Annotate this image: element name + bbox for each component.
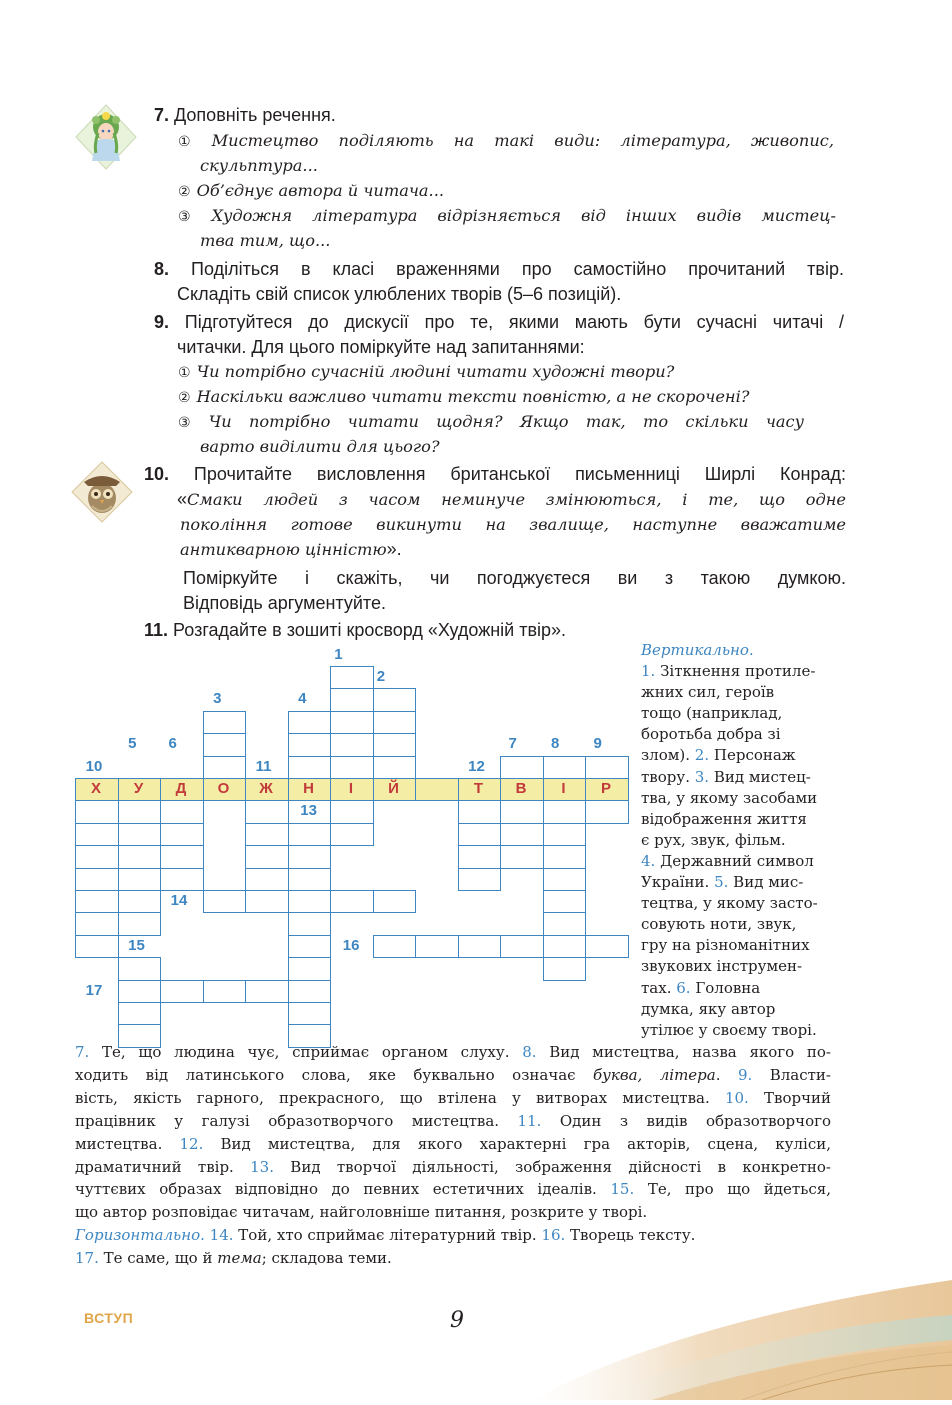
item-text: Чи потрібно читати щодня? Якщо так, то скільки часу [208, 412, 804, 431]
clue-text: драматичний твір. [75, 1157, 251, 1176]
clue-number: 16. [541, 1226, 566, 1245]
crossword-letter: І [561, 780, 566, 797]
clue-line [641, 914, 796, 935]
crossword-cell [75, 890, 119, 913]
crossword-cell [203, 756, 247, 779]
crossword-cell [458, 845, 502, 868]
crossword-cell [203, 980, 247, 1003]
crossword-cell [458, 868, 502, 891]
item-text: варто виділити для цього? [200, 437, 440, 456]
clue-text: тецтва, у якому засто- [641, 894, 818, 913]
crossword-cell [500, 935, 544, 958]
crossword-number: 13 [300, 802, 317, 820]
crossword-cell [245, 890, 289, 913]
task-text: читачки. Для цього поміркуйте над запитаннями: [177, 337, 585, 357]
crossword-letter: В [515, 780, 527, 797]
task-text: Поділіться в класі враженнями про самостійно прочитаний твір. [191, 259, 844, 279]
crossword-cell [373, 756, 417, 779]
clue-text: ; складова теми. [261, 1249, 392, 1268]
clue-number: 12. [179, 1134, 204, 1153]
crossword-cell [330, 733, 374, 756]
clue-line [641, 788, 817, 809]
crossword-cell [330, 688, 374, 711]
clue-text: твору. [641, 767, 695, 786]
crossword-cell [500, 845, 544, 868]
crossword-number: 10 [85, 757, 103, 775]
crossword-cell [245, 845, 289, 868]
clues-horizontal-heading: Горизонтально. [75, 1226, 205, 1245]
clue-text: гру на різноманітних [641, 936, 810, 955]
crossword-cell [75, 868, 119, 891]
task-text: Прочитайте висловлення британської письменниці Ширлі Конрад: [193, 464, 846, 484]
quote-text: антикварною цінністю [180, 540, 387, 559]
crossword-letter: Й [388, 780, 399, 797]
task-text: Підготуйтеся до дискусії про те, якими мають бути сучасні читачі / [184, 312, 844, 332]
clue-line [641, 978, 760, 999]
clue-number: 6. [676, 978, 691, 997]
crossword-cell [288, 711, 332, 734]
crossword-cell [288, 980, 332, 1003]
clue-text: Власти- [752, 1065, 831, 1084]
crossword-cell [288, 845, 332, 868]
crossword-letter: Т [473, 780, 484, 797]
crossword-cell [373, 935, 417, 958]
task-text: Розгадайте в зошиті кросворд «Художній твір». [173, 620, 567, 640]
clue-text: України. [641, 873, 715, 891]
crossword-cell [585, 756, 629, 779]
clue-text: вість, якість гарного, прекрасного, що втілена у витворах мистецтва. [75, 1088, 725, 1107]
crossword-cell [288, 1002, 332, 1025]
clue-text: Персонаж [709, 746, 796, 765]
clue-number: 2. [694, 746, 710, 765]
crossword-cell [288, 912, 332, 935]
crossword-cell [373, 733, 417, 756]
clue-number: 10. [724, 1088, 749, 1107]
crossword-cell [288, 935, 332, 958]
crossword-cell [118, 912, 162, 935]
item-text: Чи потрібно сучасній людині читати художні твори? [196, 362, 675, 381]
clue-line [75, 1065, 831, 1086]
crossword-cell [543, 890, 587, 913]
crossword-cell [75, 912, 119, 935]
clue-text: мистецтва. [75, 1134, 180, 1153]
crossword-cell [543, 756, 587, 779]
clue-text: відображення життя [641, 809, 807, 828]
crossword-number: 14 [170, 892, 188, 909]
clue-text: тах. [641, 978, 677, 997]
circled-number: ① [178, 134, 206, 150]
crossword-cell [330, 756, 374, 779]
clue-line [75, 1179, 831, 1200]
crossword-cell [543, 845, 587, 868]
crossword-cell [288, 868, 332, 891]
clue-text: Вид мистецтва, назва якого по- [536, 1043, 831, 1061]
clue-text: тощо (наприклад, [641, 704, 783, 723]
clue-line [641, 682, 774, 703]
clue-line [641, 956, 802, 977]
crossword-cell [288, 756, 332, 779]
crossword-cell [203, 733, 247, 756]
clue-text: що автор розповідає читачам, найголовніше питання, розкрите у творі. [75, 1203, 648, 1222]
crossword-cell [75, 823, 119, 846]
mascot-owl-icon [70, 460, 134, 524]
crossword-number: 16 [342, 936, 360, 954]
crossword-cell [75, 800, 119, 823]
section-label: ВСТУП [84, 1310, 134, 1326]
quote-text: Смаки людей з часом неминуче змінюються, і те, що одне [187, 490, 846, 509]
crossword-letter: Ж [259, 780, 273, 797]
clue-line [75, 1248, 392, 1269]
clue-line [75, 1088, 831, 1109]
crossword-letter: Д [175, 780, 187, 797]
task-number: 7. [154, 105, 170, 125]
clue-text: Зіткнення протиле- [655, 662, 816, 680]
circled-number: ③ [178, 209, 206, 225]
crossword-cell [245, 800, 289, 823]
item-text: тва тим, що... [200, 231, 331, 250]
clue-line [75, 1157, 831, 1178]
crossword-letter: Х [90, 780, 101, 797]
clue-text: злом). [641, 746, 695, 765]
crossword-cell [585, 800, 629, 823]
circled-number: ③ [178, 415, 203, 431]
clue-line [75, 1042, 831, 1063]
clue-line [641, 767, 811, 788]
crossword-letter: Н [303, 780, 314, 797]
crossword-cell [373, 890, 417, 913]
item-text: Об’єднує автора й читача... [196, 181, 444, 200]
clue-line [641, 872, 803, 893]
crossword-cell [118, 845, 162, 868]
crossword-cell [543, 912, 587, 935]
mascot-girl-icon [74, 103, 138, 171]
crossword-number: 12 [468, 757, 485, 775]
circled-number: ② [178, 390, 191, 406]
crossword-cell [118, 823, 162, 846]
clue-line [641, 893, 818, 914]
decorative-pages-icon [532, 1260, 952, 1400]
crossword-cell [160, 980, 204, 1003]
clue-text: жних сил, героїв [641, 683, 775, 702]
clue-number: 4. [641, 851, 656, 870]
crossword-cell [118, 868, 162, 891]
clue-number: 14. [209, 1226, 234, 1245]
crossword-cell [160, 845, 204, 868]
clue-line [641, 724, 781, 745]
task-number: 8. [154, 259, 170, 279]
crossword-cell [118, 800, 162, 823]
crossword-number: 15 [128, 936, 145, 954]
clue-line [75, 1111, 831, 1132]
task-text: Складіть свій список улюблених творів (5–6 позицій). [177, 284, 622, 304]
clue-line [641, 703, 782, 724]
crossword-cell [288, 957, 332, 980]
clue-text: працівник у галузі образотворчого мистецтва. [75, 1111, 518, 1130]
clues-vertical-heading: Вертикально. [641, 641, 754, 659]
clue-line [641, 745, 796, 766]
crossword-cell [245, 823, 289, 846]
crossword-cell [75, 845, 119, 868]
crossword-cell [543, 800, 587, 823]
crossword-cell [330, 666, 374, 689]
crossword-number: 1 [334, 645, 343, 663]
clue-text: Творець тексту. [565, 1226, 696, 1245]
clue-number: 13. [250, 1157, 274, 1176]
crossword-cell [160, 823, 204, 846]
crossword-number: 8 [551, 735, 560, 753]
circled-number: ② [178, 184, 191, 200]
circled-number: ① [178, 365, 191, 381]
crossword-cell [160, 868, 204, 891]
crossword-cell [245, 980, 289, 1003]
crossword-cell [500, 800, 544, 823]
clue-line [641, 809, 807, 830]
task-number: 9. [154, 312, 170, 332]
clue-number: 3. [694, 767, 710, 786]
crossword-cell [330, 711, 374, 734]
item-text: Наскільки важливо читати тексти повністю, а не скорочені? [196, 387, 750, 406]
crossword-letter: У [133, 780, 144, 797]
crossword-cell [500, 823, 544, 846]
clue-text: є рух, звук, фільм. [641, 830, 786, 849]
crossword-cell [118, 890, 162, 913]
crossword-cell [585, 935, 629, 958]
clue-number: 9. [737, 1065, 753, 1084]
crossword-cell [203, 890, 247, 913]
clue-line [641, 851, 814, 872]
clue-line [641, 661, 815, 682]
crossword-number: 2 [376, 668, 386, 685]
clue-text: ходить від латинського слова, яке буквально означає [75, 1065, 594, 1084]
clue-text: . [715, 1065, 738, 1084]
crossword-cell [543, 823, 587, 846]
crossword-number: 6 [168, 735, 177, 753]
clue-text: утілює у своєму творі. [641, 1020, 817, 1039]
clue-text: боротьба добра зі [641, 725, 781, 744]
quote-mark: ». [386, 539, 402, 559]
crossword-cell [543, 957, 587, 980]
clue-text: Те, про що йдеться, [634, 1180, 831, 1199]
clue-line [641, 999, 775, 1020]
item-text: скульптура... [200, 156, 318, 175]
clue-text: Те саме, що й [98, 1249, 218, 1268]
clue-number: 11. [517, 1111, 542, 1130]
crossword-cell [288, 733, 332, 756]
crossword-letter: О [217, 780, 230, 797]
crossword-number: 3 [213, 690, 222, 708]
clue-line [641, 830, 786, 851]
crossword-cell [245, 868, 289, 891]
item-text: Художня література відрізняється від інших видів мистец- [211, 206, 836, 225]
clue-text: Той, хто сприймає літературний твір. [233, 1226, 542, 1245]
crossword-cell [160, 800, 204, 823]
clue-line [75, 1202, 647, 1223]
crossword-cell [458, 800, 502, 823]
quote-mark: « [177, 489, 188, 509]
crossword-cell [118, 980, 162, 1003]
task-11 [144, 618, 566, 643]
crossword-cell [415, 935, 459, 958]
clue-line [641, 935, 810, 956]
crossword-cell [373, 711, 417, 734]
clue-text: звукових інструмен- [641, 957, 803, 976]
crossword-number: 7 [508, 735, 517, 753]
clue-number: 15. [610, 1180, 635, 1199]
clue-text: Один з видів образотворчого [541, 1111, 831, 1130]
task-number: 11. [144, 620, 169, 640]
clue-text: совують ноти, звук, [641, 915, 797, 934]
crossword-cell [288, 890, 332, 913]
crossword-cell [543, 935, 587, 958]
crossword-cell [288, 823, 332, 846]
clue-emphasis: тема [217, 1249, 262, 1268]
task-text: Поміркуйте і скажіть, чи погоджуєтеся ви з такою думкою. [183, 568, 846, 588]
crossword-cell [543, 868, 587, 891]
crossword-cell [330, 823, 374, 846]
crossword-letter: Р [600, 780, 611, 797]
item-text: Мистецтво поділяють на такі види: література, живопис, [211, 131, 834, 150]
crossword-cell [373, 688, 417, 711]
crossword-cell [118, 1002, 162, 1025]
clue-emphasis: буква, літера [593, 1065, 716, 1084]
crossword-number: 5 [128, 735, 137, 753]
task-text: Відповідь аргументуйте. [183, 593, 386, 613]
clue-text: чуттєвих образах відповідно до певних естетичних ідеалів. [75, 1180, 611, 1199]
crossword-letter: І [348, 780, 354, 797]
clue-text: Вид мис- [728, 873, 804, 891]
clue-line [641, 1020, 817, 1041]
clue-text: Головна [690, 978, 761, 997]
crossword-number: 4 [298, 690, 307, 708]
clue-line [75, 1225, 695, 1246]
clue-text: Творчий [748, 1088, 832, 1107]
task-text: Доповніть речення. [174, 105, 336, 125]
task-number: 10. [144, 464, 170, 484]
clue-number: 17. [75, 1249, 99, 1268]
crossword-cell [118, 957, 162, 980]
clue-text: Вид творчої діяльності, зображення дійсності в конкретно- [274, 1157, 832, 1176]
crossword-cell [458, 823, 502, 846]
crossword-number: 9 [593, 735, 602, 753]
crossword-cell-highlight [415, 778, 459, 801]
clue-text: тва, у якому засобами [641, 788, 818, 807]
crossword-cell [500, 756, 544, 779]
crossword-cell [330, 800, 374, 823]
crossword-number: 11 [255, 757, 272, 775]
crossword-cell [203, 711, 247, 734]
clue-text: думка, яку автор [641, 999, 776, 1018]
crossword-number: 17 [85, 981, 103, 999]
crossword-cell [330, 890, 374, 913]
crossword-cell [75, 935, 119, 958]
clue-line [75, 1134, 831, 1155]
quote-text: покоління готове викинути на звалище, наступне вважатиме [180, 515, 846, 534]
clue-text: Те, що людина чує, сприймає органом слуху. [89, 1043, 523, 1061]
clue-number: 7. [75, 1043, 90, 1061]
clue-number: 1. [641, 662, 656, 680]
clue-number: 8. [522, 1043, 537, 1061]
crossword-cell [458, 935, 502, 958]
page-number: 9 [450, 1308, 464, 1333]
clue-text: Вид мистец- [709, 767, 811, 786]
clue-text: Вид мистецтва, для якого характерні гра акторів, сцена, куліси, [203, 1134, 831, 1153]
clue-number: 5. [714, 873, 729, 891]
clue-text: Державний символ [655, 851, 814, 870]
